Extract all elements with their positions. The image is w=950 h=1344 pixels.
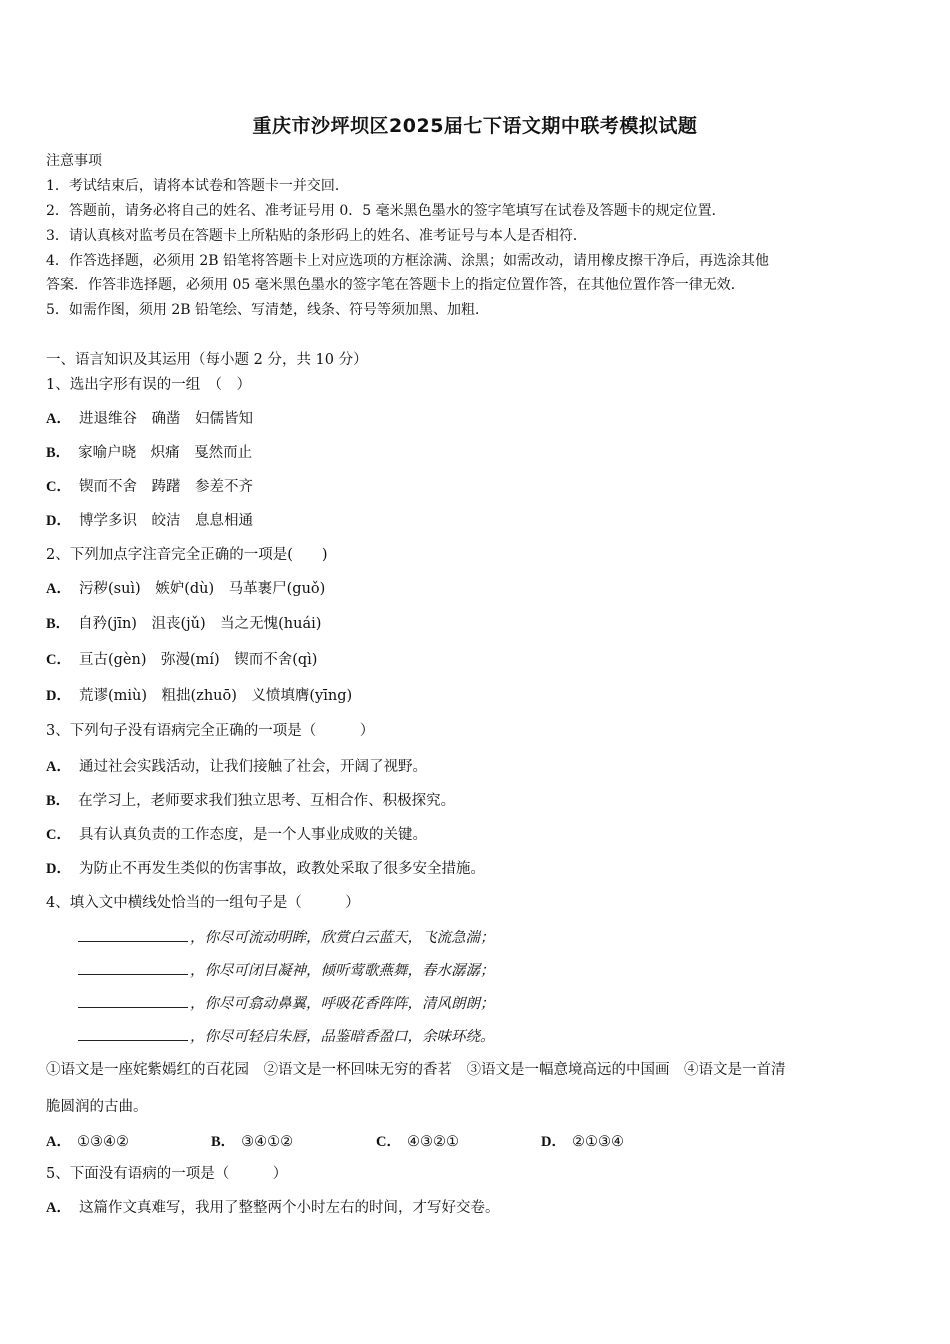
- question-2-stem: 2、下列加点字注音完全正确的一项是( ): [46, 547, 328, 563]
- notice-item: 答案．作答非选择题，必须用 05 毫米黑色墨水的签字笔在答题卡上的指定位置作答，在其他位置作答一律无效．: [46, 277, 745, 293]
- notice-item: 3．请认真核对监考员在答题卡上所粘贴的条形码上的姓名、准考证号与本人是否相符．: [46, 228, 587, 244]
- notice-item: 4．作答选择题，必须用 2B 铅笔将答题卡上对应选项的方框涂满、涂黑；如需改动，请用橡皮擦干净后，再选涂其他: [46, 253, 769, 269]
- answer-blank[interactable]: [78, 1026, 188, 1041]
- q1-option-b[interactable]: B． 家喻户晓 炽痛 戛然而止: [46, 445, 253, 461]
- section-heading: 一、语言知识及其运用（每小题 2 分，共 10 分）: [46, 352, 368, 368]
- question-5-stem: 5、下面没有语病的一项是（ ）: [46, 1166, 288, 1182]
- q2-option-d[interactable]: D． 荒谬(miù) 粗拙(zhuō) 义愤填膺(yīng): [46, 688, 353, 704]
- q4-choice-c[interactable]: C． ④③②①: [376, 1134, 459, 1150]
- q3-option-c[interactable]: C． 具有认真负责的工作态度，是一个人事业成败的关键。: [46, 827, 427, 843]
- q1-option-a[interactable]: A． 进退维谷 确凿 妇儒皆知: [46, 411, 253, 427]
- q4-choice-d[interactable]: D． ②①③④: [541, 1134, 624, 1150]
- q1-option-d[interactable]: D． 博学多识 皎洁 息息相通: [46, 513, 253, 529]
- notice-heading: 注意事项: [46, 153, 102, 169]
- q1-option-c[interactable]: C． 锲而不舍 踌躇 参差不齐: [46, 479, 253, 495]
- q4-choice-b[interactable]: B． ③④①②: [211, 1134, 294, 1150]
- notice-item: 5．如需作图，须用 2B 铅笔绘、写清楚，线条、符号等须加黑、加粗．: [46, 302, 490, 318]
- answer-blank[interactable]: [78, 960, 188, 975]
- q2-option-b[interactable]: B． 自矜(jīn) 沮丧(jǔ) 当之无愧(huái): [46, 616, 322, 632]
- notice-item: 2．答题前，请务必将自己的姓名、准考证号用 0．5 毫米黑色墨水的签字笔填写在试卷及答题卡的规定位置．: [46, 203, 726, 219]
- q3-option-b[interactable]: B． 在学习上，老师要求我们独立思考、互相合作、积极探究。: [46, 793, 456, 809]
- q2-option-c[interactable]: C． 亘古(gèn) 弥漫(mí) 锲而不舍(qì): [46, 652, 318, 668]
- q4-blank-line: ，你尽可闭目凝神，倾听莺歌燕舞，春水潺潺；: [78, 960, 495, 981]
- question-4-stem: 4、填入文中横线处恰当的一组句子是（ ）: [46, 895, 360, 911]
- q3-option-a[interactable]: A． 通过社会实践活动，让我们接触了社会，开阔了视野。: [46, 759, 427, 775]
- answer-blank[interactable]: [78, 993, 188, 1008]
- q4-material: ①语文是一座姹紫嫣红的百花园 ②语文是一杯回味无穷的香茗 ③语文是一幅意境高远的中国画 ④语文是一首清: [46, 1062, 786, 1078]
- question-3-stem: 3、下列句子没有语病完全正确的一项是（ ）: [46, 723, 375, 739]
- exam-title: 重庆市沙坪坝区2025届七下语文期中联考模拟试题: [252, 115, 698, 137]
- q5-option-a[interactable]: A． 这篇作文真难写，我用了整整两个小时左右的时间，才写好交卷。: [46, 1200, 500, 1216]
- q3-option-d[interactable]: D． 为防止不再发生类似的伤害事故，政教处采取了很多安全措施。: [46, 861, 485, 877]
- notice-item: 1．考试结束后，请将本试卷和答题卡一并交回．: [46, 178, 349, 194]
- question-1-stem: 1、选出字形有误的一组 （ ）: [46, 377, 251, 393]
- q2-option-a[interactable]: A． 污秽(suì) 嫉妒(dù) 马革裹尸(guǒ): [46, 581, 326, 597]
- q4-material: 脆圆润的古曲。: [46, 1099, 148, 1115]
- answer-blank[interactable]: [78, 927, 188, 942]
- q4-choice-a[interactable]: A． ①③④②: [46, 1134, 129, 1150]
- q4-blank-line: ，你尽可轻启朱唇，品鉴暗香盈口，余味环绕。: [78, 1026, 495, 1047]
- q4-blank-line: ，你尽可翕动鼻翼，呼吸花香阵阵，清风朗朗；: [78, 993, 495, 1014]
- q4-blank-line: ，你尽可流动明眸，欣赏白云蓝天，飞流急湍；: [78, 927, 495, 948]
